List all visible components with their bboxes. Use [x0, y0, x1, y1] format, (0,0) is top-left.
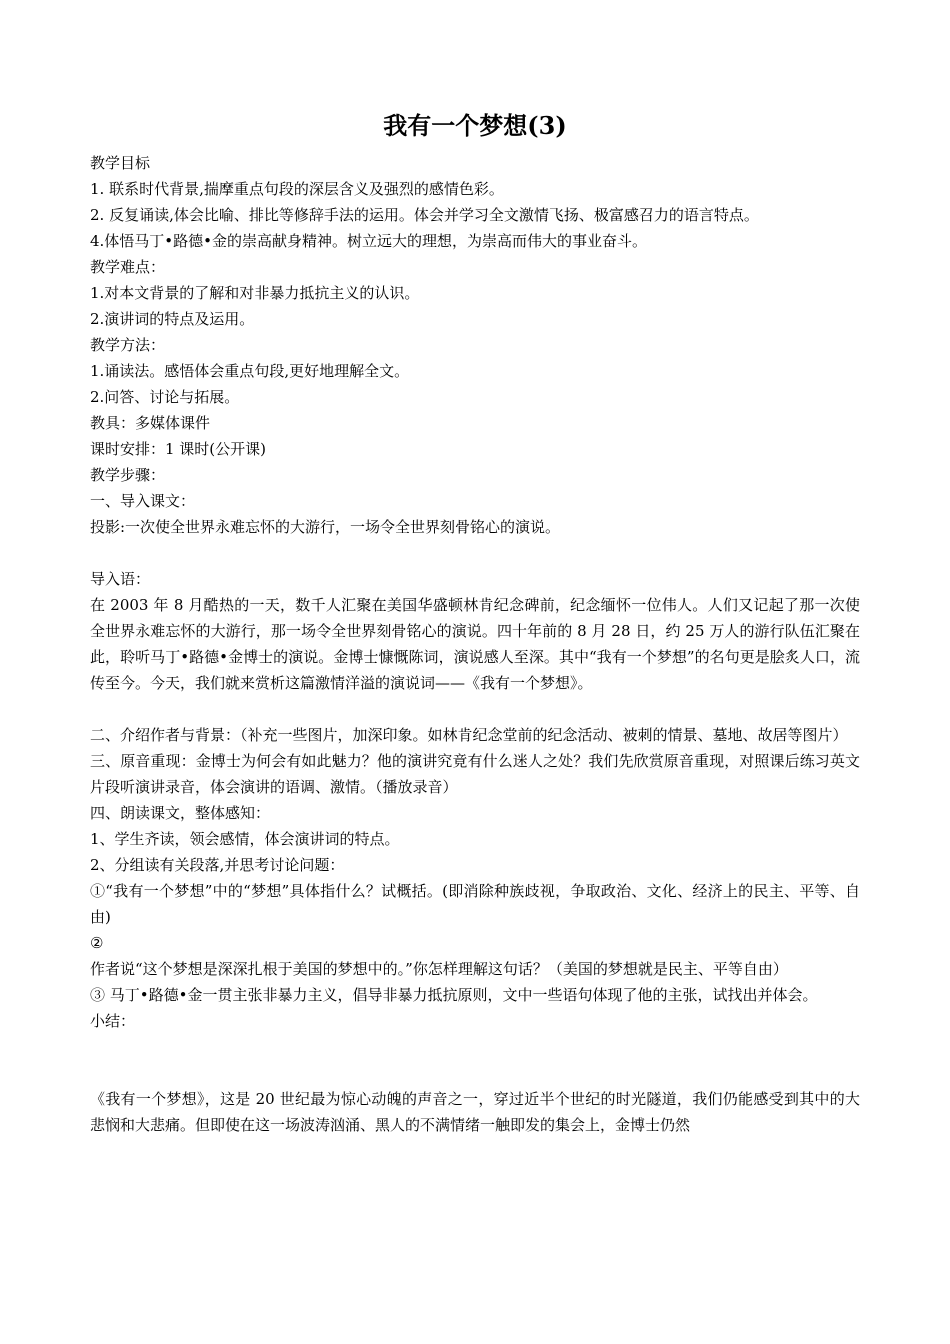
method-item: 1.诵读法。感悟体会重点句段,更好地理解全文。 — [90, 362, 410, 380]
step3-paragraph: 三、原音重现：金博士为何会有如此魅力？他的演讲究竟有什么迷人之处？我们先欣赏原音重现，对照课后练习英文片段听演讲录音，体会演讲的语调、激情。（播放录音） — [90, 752, 860, 796]
step1-heading: 一、导入课文： — [90, 492, 196, 510]
schedule-line: 课时安排：1 课时(公开课) — [90, 440, 267, 458]
objective-item: 4.体悟马丁•路德•金的崇高献身精神。树立远大的理想，为崇高而伟大的事业奋斗。 — [90, 232, 648, 250]
projection-line: 投影:一次使全世界永难忘怀的大游行，一场令全世界刻骨铭心的演说。 — [90, 518, 561, 536]
steps-heading: 教学步骤： — [90, 466, 166, 484]
difficulty-heading: 教学难点： — [90, 258, 166, 276]
intro-heading: 导入语： — [90, 570, 151, 588]
page-title: 我有一个梦想(3) — [383, 111, 567, 140]
difficulty-item: 1.对本文背景的了解和对非暴力抵抗主义的认识。 — [90, 284, 420, 302]
objective-item: 1. 联系时代背景,揣摩重点句段的深层含义及强烈的感情色彩。 — [90, 180, 504, 198]
method-item: 2.问答、讨论与拓展。 — [90, 388, 240, 406]
methods-heading: 教学方法： — [90, 336, 166, 354]
step4-item: 1、学生齐读，领会感情，体会演讲词的特点。 — [90, 830, 400, 848]
question-2: 作者说“这个梦想是深深扎根于美国的梦想中的。”你怎样理解这句话？（美国的梦想就是民主、平等自由） — [90, 960, 788, 978]
blank-line — [90, 696, 860, 722]
document-body — [90, 150, 860, 1138]
step4-heading: 四、朗读课文，整体感知： — [90, 804, 271, 822]
intro-paragraph: 在 2003 年 8 月酷热的一天，数千人汇聚在美国华盛顿林肯纪念碑前，纪念缅怀一位伟人。人们又记起了那一次使全世界永难忘怀的大游行，那一场令全世界刻骨铭心的演说。四十年前的 8 月 28 日，约 25 万人的游行队伍汇聚在此，聆听马丁•路德•金博士的演说。金博士慷慨陈词，演说感人至深。其中“我有一个梦想”的名句更是脍炙人口，流传至今。今天，我们就来赏析这篇激情洋溢的演说词——《我有一个梦想》。 — [90, 596, 860, 692]
objectives-heading: 教学目标 — [90, 154, 151, 172]
tools-line: 教具：多媒体课件 — [90, 414, 211, 432]
summary-paragraph: 《我有一个梦想》，这是 20 世纪最为惊心动魄的声音之一，穿过近半个世纪的时光隧道，我们仍能感受到其中的大悲悯和大悲痛。但即使在这一场波涛汹涌、黑人的不满情绪一触即发的集会上，金博士仍然 — [90, 1090, 860, 1134]
step2-paragraph: 二、介绍作者与背景：（补充一些图片，加深印象。如林肯纪念堂前的纪念活动、被刺的情景、墓地、故居等图片） — [90, 726, 848, 744]
question-2-marker: ② — [90, 934, 104, 952]
blank-line — [90, 540, 860, 566]
objective-item: 2. 反复诵读,体会比喻、排比等修辞手法的运用。体会并学习全文激情飞扬、极富感召力的语言特点。 — [90, 206, 759, 224]
question-3: ③ 马丁•路德•金一贯主张非暴力主义，倡导非暴力抵抗原则，文中一些语句体现了他的主张，试找出并体会。 — [90, 986, 818, 1004]
summary-heading: 小结： — [90, 1012, 136, 1030]
blank-lines — [90, 1034, 860, 1086]
difficulty-item: 2.演讲词的特点及运用。 — [90, 310, 255, 328]
question-1: ①“我有一个梦想”中的“梦想”具体指什么？试概括。(即消除种族歧视，争取政治、文化、经济上的民主、平等、自由) — [90, 882, 860, 926]
step4-item: 2、分组读有关段落,并思考讨论问题： — [90, 856, 345, 874]
